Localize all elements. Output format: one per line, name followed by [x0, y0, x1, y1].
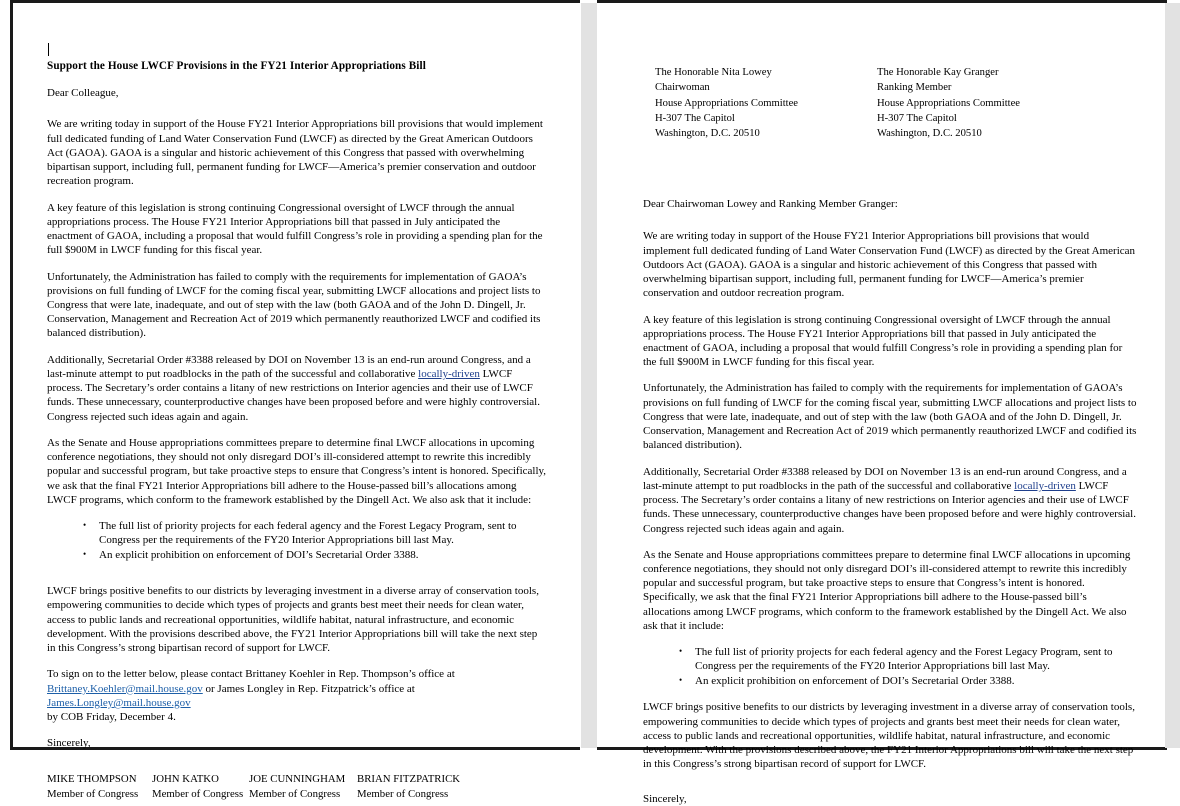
list-item: • The full list of priority projects for each federal agency and the Forest Legacy Program, sent to Congress per the requirements of the FY20 Interior Appropriations bill last May.	[679, 645, 1137, 673]
addressee-committee: House Appropriations Committee	[655, 97, 798, 109]
paragraph-administration: Unfortunately, the Administration has failed to comply with the requirements for implementation of GAOA’s provisions on full funding of LWCF for the coming fiscal year, submitting LWCF allocations and project lists to Congress that were late, inadequate, and out of step with the law (both GAOA and of the John D. Dingell, Jr. Conservation, Management and Recreation Act of 2019 which permanently reauthorized LWCF and codified its balanced distribution).	[643, 382, 1137, 452]
signon-line-1: To sign on to the letter below, please contact Brittaney Koehler in Rep. Thompson’s office at	[47, 668, 455, 681]
paragraph-secretarial-order-text-after: LWCF process. The Secretary’s order contains a litany of new restrictions on Interior agencies and their use of LWCF funds. These unnecessary, counterproductive changes have been proposed before and were highly controversial. Congress rejected such ideas again and again.	[47, 367, 540, 423]
signature-block	[47, 772, 547, 801]
asks-bullet-list	[643, 645, 1137, 688]
signer-role: Member of Congress	[47, 787, 139, 800]
signer	[357, 772, 467, 801]
paragraph-oversight: A key feature of this legislation is strong continuing Congressional oversight of LWCF through the annual appropriations process. The House FY21 Interior Appropriations bill that passed in July anticipated the enactment of GAOA, including a proposal that would fulfill Congress’s role in providing a spending plan for the full $900M in LWCF funding for this fiscal year.	[643, 313, 1123, 369]
paragraph-conference: As the Senate and House appropriations committees prepare to determine final LWCF allocations in upcoming conference negotiations, they should not only disregard DOI’s ill-considered attempt to rewrite this incredibly popular and successful program, but take proactive steps to ensure that Congress’s intent is honored. Specifically, we ask that the final FY21 Interior Appropriations bill adhere to the House-passed bill’s allocations among LWCF programs, which conform to the framework established by the Dingell Act. We also ask that it include:	[643, 548, 1131, 632]
addressee-name: The Honorable Nita Lowey	[655, 67, 772, 78]
paragraph-oversight: A key feature of this legislation is strong continuing Congressional oversight of LWCF through the annual appropriations process. The House FY21 Interior Appropriations bill that passed in July anticipated the enactment of GAOA, including a proposal that would fulfill Congress’s role in providing a spending plan for the full $900M in LWCF funding for this fiscal year.	[47, 201, 543, 257]
signer	[152, 772, 249, 801]
locally-driven-link[interactable]: locally-driven	[1014, 479, 1076, 492]
signer-role: Member of Congress	[357, 787, 449, 800]
addressee-title: Chairwoman	[655, 82, 710, 94]
paragraph-conference: As the Senate and House appropriations committees prepare to determine final LWCF allocations in upcoming conference negotiations, they should not only disregard DOI’s ill-considered attempt to rewrite this incredibly popular and successful program, but take proactive steps to ensure that Congress’s intent is honored. Specifically, we ask that the final FY21 Interior Appropriations bill adhere to the House-passed bill’s allocations among LWCF programs, which conform to the framework established by the Dingell Act. We also ask that it include:	[47, 436, 547, 506]
signer-name: JOHN KATKO	[152, 773, 219, 786]
addressee-committee: House Appropriations Committee	[877, 97, 1020, 109]
signer-name: JOE CUNNINGHAM	[249, 773, 346, 786]
document-page-right[interactable]	[597, 0, 1167, 805]
document-page-left[interactable]	[10, 0, 580, 800]
paragraph-secretarial-order	[47, 353, 547, 424]
signon-middle: or James Longley in Rep. Fitzpatrick’s office at	[202, 682, 415, 695]
paragraph-secretarial-order-text-before: Additionally, Secretarial Order #3388 released by DOI on November 13 is an end-run around Congress, and a last-minute attempt to put roadblocks in the path of the successful and collaborative	[643, 465, 1127, 492]
signon-deadline: by COB Friday, December 4.	[47, 711, 176, 724]
paragraph-secretarial-order	[643, 465, 1137, 536]
list-item: • An explicit prohibition on enforcement of DOI’s Secretarial Order 3388.	[679, 674, 1137, 688]
page-gutter-divider	[581, 3, 597, 748]
page-right-outer-edge	[1165, 3, 1180, 748]
addressee-city: Washington, D.C. 20510	[655, 128, 760, 139]
list-item: • An explicit prohibition on enforcement of DOI’s Secretarial Order 3388.	[83, 548, 547, 562]
text-cursor-caret	[48, 43, 49, 56]
paragraph-administration: Unfortunately, the Administration has failed to comply with the requirements for implementation of GAOA’s provisions on full funding of LWCF for the coming fiscal year, submitting LWCF allocations and project lists to Congress that were late, inadequate, and out of step with the law (both GAOA and of the John D. Dingell, Jr. Conservation, Management and Recreation Act of 2019 which permanently reauthorized LWCF and codified its balanced distribution).	[47, 270, 541, 340]
addressee-granger	[877, 65, 1020, 141]
signer	[249, 772, 357, 801]
addressee-lowey	[655, 65, 877, 141]
addressee-name: The Honorable Kay Granger	[877, 67, 999, 78]
salutation: Dear Colleague,	[47, 87, 119, 100]
closing-sincerely: Sincerely,	[643, 792, 687, 805]
email-link-koehler[interactable]: Brittaney.Koehler@mail.house.gov	[47, 682, 203, 695]
addressee-room: H-307 The Capitol	[877, 112, 957, 124]
paragraph-secretarial-order-text-before: Additionally, Secretarial Order #3388 released by DOI on November 13 is an end-run around Congress, and a last-minute attempt to put roadblocks in the path of the successful and collaborative	[47, 353, 531, 380]
paragraph-secretarial-order-text-after: LWCF process. The Secretary’s order contains a litany of new restrictions on Interior agencies and their use of LWCF funds. These unnecessary, counterproductive changes have been proposed before and were highly controversial. Congress rejected such ideas again and again.	[643, 479, 1136, 535]
addressee-block	[655, 65, 1137, 141]
signer-name: MIKE THOMPSON	[47, 773, 137, 786]
page-left-content	[13, 3, 580, 800]
asks-bullet-list	[47, 519, 547, 562]
signer-name: BRIAN FITZPATRICK	[357, 773, 461, 786]
paragraph-intro: We are writing today in support of the House FY21 Interior Appropriations bill provisions that would implement full dedicated funding of Land Water Conservation Fund (LWCF) as directed by the Great American Outdoors Act (GAOA). GAOA is a singular and historic achievement of this Congress that passed with overwhelming bipartisan support, including full, permanent funding for LWCF—America’s premier conservation and outdoor recreation program.	[47, 118, 543, 188]
email-link-longley[interactable]: James.Longley@mail.house.gov	[47, 696, 191, 709]
list-item: • The full list of priority projects for each federal agency and the Forest Legacy Program, sent to Congress per the requirements of the FY20 Interior Appropriations bill last May.	[83, 519, 547, 547]
page-title: Support the House LWCF Provisions in the FY21 Interior Appropriations Bill	[47, 60, 426, 72]
signer	[47, 772, 152, 801]
paragraph-benefits: LWCF brings positive benefits to our districts by leveraging investment in a diverse array of conservation tools, empowering communities to decide which types of projects and grants best meet their needs for clean water, access to public lands and recreational opportunities, wildlife habitat, natural infrastructure, and economic development. With the provisions described above, the FY21 Interior Appropriations bill will take the next step in this Congress’s strong bipartisan record of support for LWCF.	[47, 585, 539, 655]
addressee-city: Washington, D.C. 20510	[877, 128, 982, 139]
page-right-content	[597, 3, 1167, 805]
locally-driven-link[interactable]: locally-driven	[418, 367, 480, 380]
signer-role: Member of Congress	[249, 787, 341, 800]
closing-sincerely: Sincerely,	[47, 737, 91, 750]
addressee-title: Ranking Member	[877, 82, 952, 94]
letter-greeting: Dear Chairwoman Lowey and Ranking Member Granger:	[643, 198, 898, 211]
signer-role: Member of Congress	[152, 787, 244, 800]
paragraph-intro: We are writing today in support of the House FY21 Interior Appropriations bill provisions that would implement full dedicated funding of Land Water Conservation Fund (LWCF) as directed by the Great American Outdoors Act (GAOA). GAOA is a singular and historic achievement of this Congress that passed with overwhelming bipartisan support, including full, permanent funding for LWCF—America’s premier conservation and outdoor recreation program.	[643, 230, 1136, 300]
paragraph-signon	[47, 667, 547, 724]
addressee-room: H-307 The Capitol	[655, 112, 735, 124]
paragraph-benefits: LWCF brings positive benefits to our districts by leveraging investment in a diverse array of conservation tools, empowering communities to decide which types of projects and grants best meet their needs for clean water, access to public lands and recreational opportunities, wildlife habitat, natural infrastructure, and economic development. With the provisions described above, the FY21 Interior Appropriations bill will take the next step in this Congress’s strong bipartisan record of support for LWCF.	[643, 701, 1135, 771]
